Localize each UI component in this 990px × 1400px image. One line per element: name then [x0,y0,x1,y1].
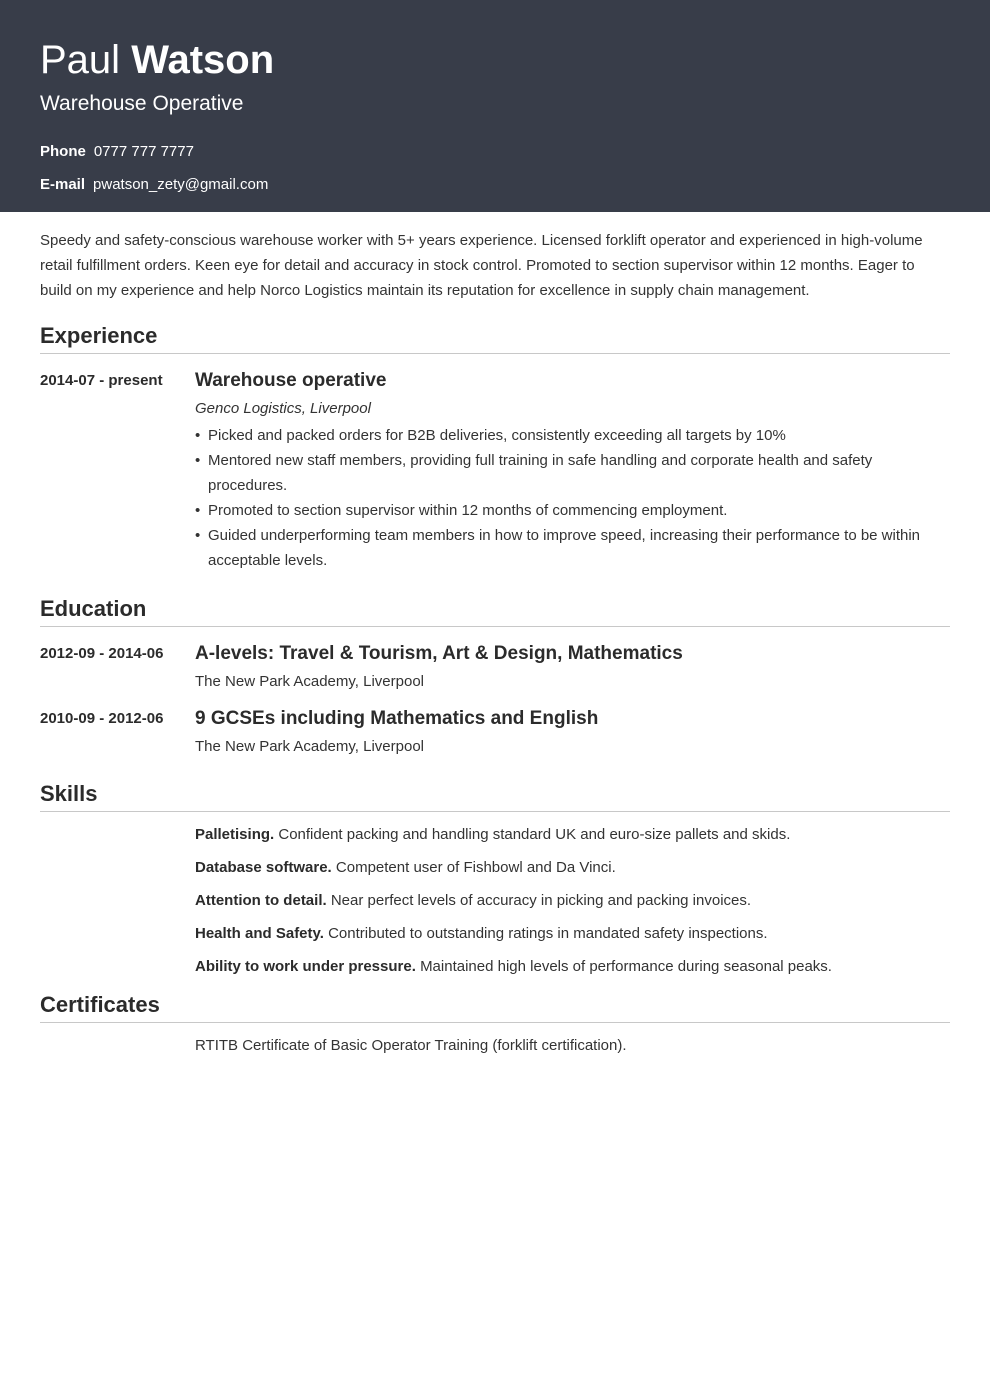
skill-description: Confident packing and handling standard UK and euro-size pallets and skids. [278,826,791,843]
phone-value: 0777 777 7777 [93,143,194,160]
job-title: Warehouse Operative [40,92,244,115]
education-section [40,595,950,758]
skill-description: Near perfect levels of accuracy in picking and packing invoices. [330,892,752,909]
entry-company: Genco Logistics, Liverpool [195,400,371,417]
email-value[interactable]: pwatson_zety@gmail.com [93,176,269,193]
entry-title: Warehouse operative [195,370,387,391]
entry-body [195,706,950,758]
certificates-section [40,991,950,1057]
bullet-item: • Guided underperforming team members in how to improve speed, increasing their performance to be within acceptable levels. [195,523,950,573]
certificate-item: RTITB Certificate of Basic Operator Training (forklift certification). [195,1037,627,1054]
summary: Speedy and safety-conscious warehouse worker with 5+ years experience. Licensed forklift operator and experienced in high-volume retail fulfillment orders. Keen eye for detail and accuracy in stock control. Promoted to section supervisor within 12 months. Eager to build on my experience and help Norco Logistics maintain its reputation for excellence in supply chain management. [40,232,923,299]
skill-description: Competent user of Fishbowl and Da Vinci. [335,859,616,876]
section-title-education: Education [40,595,950,627]
bullet-item: • Promoted to section supervisor within 12 months of commencing employment. [195,498,950,523]
candidate-name [40,36,950,84]
bullet-list [195,423,950,573]
phone-row [40,142,950,162]
section-title-certificates: Certificates [40,991,950,1023]
entry-date: 2014-07 - present [40,372,163,389]
section-title-experience: Experience [40,322,950,354]
first-name: Paul [40,38,121,82]
skill-name: Ability to work under pressure. [195,958,416,975]
skill-item [195,956,950,978]
skills-section [40,780,950,978]
resume-header [0,0,990,212]
entry-school: The New Park Academy, Liverpool [195,738,424,755]
entry-title: A-levels: Travel & Tourism, Art & Design, Mathematics [195,643,683,664]
skill-description: Maintained high levels of performance during seasonal peaks. [420,958,832,975]
email-label: E-mail [40,176,86,193]
entry-title: 9 GCSEs including Mathematics and English [195,708,599,729]
skill-item [195,824,950,846]
skill-name: Database software. [195,859,332,876]
skill-name: Health and Safety. [195,925,324,942]
entry-school: The New Park Academy, Liverpool [195,673,424,690]
skill-name: Palletising. [195,826,275,843]
skill-item [195,857,950,879]
entry-date: 2012-09 - 2014-06 [40,645,164,662]
entry-body [195,641,950,693]
education-entry [40,706,950,758]
skill-item [195,923,950,945]
bullet-item: • Picked and packed orders for B2B deliveries, consistently exceeding all targets by 10% [195,423,950,448]
experience-entry [40,368,950,573]
skill-item [195,890,950,912]
certificate-list [195,1035,950,1057]
skill-name: Attention to detail. [195,892,327,909]
skill-description: Contributed to outstanding ratings in mandated safety inspections. [328,925,768,942]
phone-label: Phone [40,143,86,160]
email-row [40,175,950,195]
entry-date: 2010-09 - 2012-06 [40,710,164,727]
entry-body [195,368,950,573]
last-name: Watson [131,38,275,82]
section-title-skills: Skills [40,780,950,812]
resume-content [0,212,990,1057]
experience-section [40,322,950,573]
bullet-item: • Mentored new staff members, providing full training in safe handling and corporate health and safety procedures. [195,448,950,498]
skills-list [195,824,950,978]
education-entry [40,641,950,693]
